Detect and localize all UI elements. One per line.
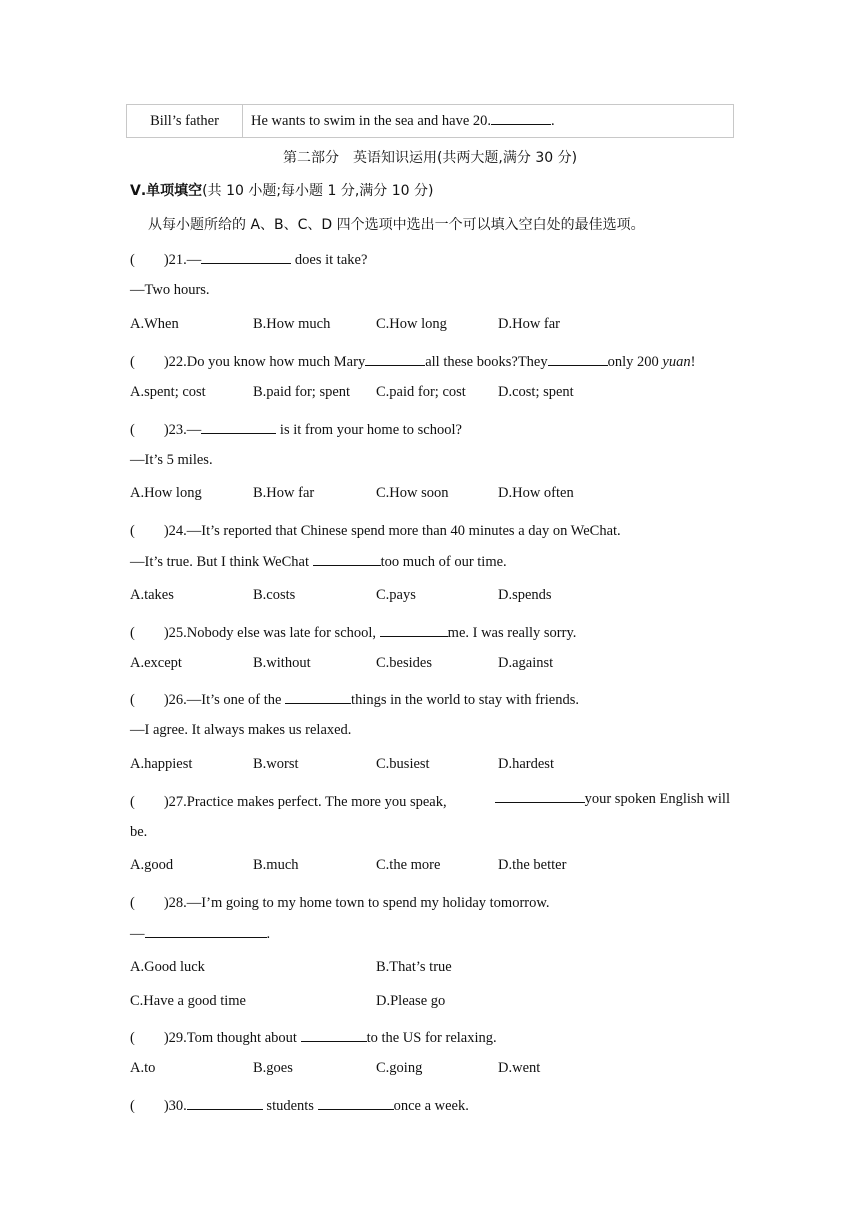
option-c[interactable]: C.How long <box>376 316 447 332</box>
option-d[interactable]: D.How often <box>498 485 574 501</box>
answer-blank[interactable] <box>285 691 351 704</box>
option-d[interactable]: D.hardest <box>498 756 554 772</box>
answer-blank[interactable] <box>495 790 585 803</box>
option-a[interactable]: A.spent; cost <box>130 384 206 400</box>
option-a[interactable]: A.to <box>130 1060 156 1076</box>
answer-blank[interactable] <box>318 1097 394 1110</box>
option-d[interactable]: D.Please go <box>376 993 446 1009</box>
option-c[interactable]: C.going <box>376 1060 423 1076</box>
option-b[interactable]: B.much <box>253 857 299 873</box>
description-cell: He wants to swim in the sea and have 20. . <box>243 105 734 138</box>
option-b[interactable]: B.That’s true <box>376 959 452 975</box>
question-25: ( )25.Nobody else was late for school, me. I was really sorry. <box>130 625 577 641</box>
instruction: 从每小题所给的 A、B、C、D 四个选项中选出一个可以填入空白处的最佳选项。 <box>148 217 645 233</box>
option-c[interactable]: C.pays <box>376 587 416 603</box>
option-b[interactable]: B.How much <box>253 316 331 332</box>
option-d[interactable]: D.spends <box>498 587 552 603</box>
option-a[interactable]: A.How long <box>130 485 202 501</box>
answer-blank[interactable] <box>313 553 381 566</box>
option-b[interactable]: B.goes <box>253 1060 293 1076</box>
answer-blank[interactable] <box>365 353 425 366</box>
option-a[interactable]: A.takes <box>130 587 174 603</box>
question-22: ( )22.Do you know how much Mary all these books?They only 200 yuan! <box>130 354 696 370</box>
option-b[interactable]: B.costs <box>253 587 296 603</box>
option-a[interactable]: A.except <box>130 655 182 671</box>
option-b[interactable]: B.paid for; spent <box>253 384 351 400</box>
option-c[interactable]: C.besides <box>376 655 432 671</box>
option-d[interactable]: D.How far <box>498 316 561 332</box>
option-a[interactable]: A.When <box>130 316 179 332</box>
option-d[interactable]: D.cost; spent <box>498 384 574 400</box>
option-c[interactable]: C.Have a good time <box>130 993 246 1009</box>
question-26-reply: —I agree. It always makes us relaxed. <box>130 722 352 738</box>
question-23-reply: —It’s 5 miles. <box>130 452 213 468</box>
option-c[interactable]: C.busiest <box>376 756 430 772</box>
option-c[interactable]: C.paid for; cost <box>376 384 466 400</box>
part-title: 第二部分 英语知识运用(共两大题,满分 30 分) <box>282 150 578 166</box>
question-27-cont: be. <box>130 824 148 840</box>
answer-blank[interactable] <box>201 421 276 434</box>
option-a[interactable]: A.Good luck <box>130 959 205 975</box>
option-d[interactable]: D.against <box>498 655 554 671</box>
question-24-reply: —It’s true. But I think WeChat too much of our time. <box>130 554 507 570</box>
answer-blank[interactable] <box>145 925 267 938</box>
question-21-reply: —Two hours. <box>130 282 210 298</box>
answer-blank[interactable] <box>187 1097 263 1110</box>
option-d[interactable]: D.went <box>498 1060 541 1076</box>
option-a[interactable]: A.happiest <box>130 756 193 772</box>
person-cell: Bill’s father <box>127 105 243 138</box>
question-27: ( )27.Practice makes perfect. The more you speak, your spoken English will <box>130 791 730 810</box>
answer-blank[interactable] <box>301 1029 367 1042</box>
question-21: ( )21.— does it take? <box>130 252 368 268</box>
answer-blank[interactable] <box>201 251 291 264</box>
question-29: ( )29.Tom thought about to the US for relaxing. <box>130 1030 497 1046</box>
question-26: ( )26.—It’s one of the things in the world to stay with friends. <box>130 692 579 708</box>
question-24: ( )24.—It’s reported that Chinese spend more than 40 minutes a day on WeChat. <box>130 523 621 539</box>
option-c[interactable]: C.the more <box>376 857 441 873</box>
option-a[interactable]: A.good <box>130 857 174 873</box>
option-c[interactable]: C.How soon <box>376 485 449 501</box>
option-b[interactable]: B.without <box>253 655 311 671</box>
option-d[interactable]: D.the better <box>498 857 567 873</box>
question-30: ( )30. students once a week. <box>130 1098 469 1114</box>
question-28: ( )28.—I’m going to my home town to spend my holiday tomorrow. <box>130 895 550 911</box>
question-23: ( )23.— is it from your home to school? <box>130 422 462 438</box>
section-heading: Ⅴ.单项填空(共 10 小题;每小题 1 分,满分 10 分) <box>130 183 434 199</box>
info-table <box>126 104 734 138</box>
question-28-reply: — . <box>130 926 271 942</box>
answer-blank[interactable] <box>491 112 551 125</box>
table-row <box>127 105 734 138</box>
option-b[interactable]: B.How far <box>253 485 315 501</box>
answer-blank[interactable] <box>548 353 608 366</box>
option-b[interactable]: B.worst <box>253 756 299 772</box>
answer-blank[interactable] <box>380 624 448 637</box>
